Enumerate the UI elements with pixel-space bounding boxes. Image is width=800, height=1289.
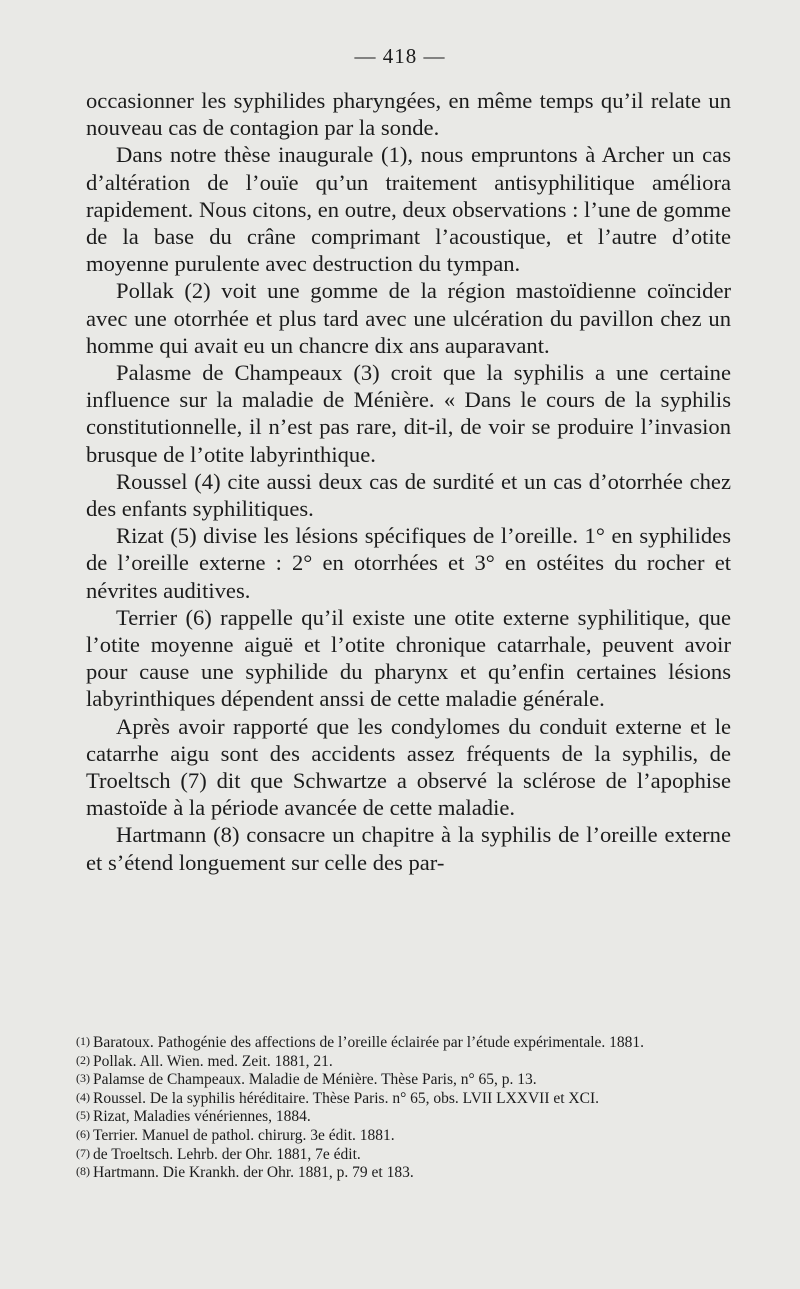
page-number: — 418 — — [354, 44, 446, 68]
footnote-mark: (2) — [76, 1052, 90, 1067]
paragraph: Rizat (5) divise les lésions spécifiques de l’oreille. 1° en syphilides de l’oreille externe : 2° en otorrhées et 3° en ostéites du rocher et névrites auditives. — [86, 523, 731, 603]
paragraph: Terrier (6) rappelle qu’il existe une otite externe syphilitique, que l’otite moyenne aiguë et l’otite chronique catarrhale, peuvent avoir pour cause une syphilide du pharynx et qu’enfin certaines lésions labyrinthiques dépendent anssi de cette maladie générale. — [86, 604, 731, 712]
footnote-text: Terrier. Manuel de pathol. chirurg. 3e édit. 1881. — [93, 1126, 395, 1144]
footnote-text: Rizat, Maladies vénériennes, 1884. — [93, 1108, 311, 1126]
footnote — [76, 1033, 736, 1052]
footnote-mark: (8) — [76, 1164, 90, 1179]
footnote-mark: (1) — [76, 1034, 90, 1048]
footnote-text: Baratoux. Pathogénie des affections de l’oreille éclairée par l’étude expérimentale. 1881. — [93, 1034, 645, 1051]
footnote-text: Palamse de Champeaux. Maladie de Ménière. Thèse Paris, n° 65, p. 13. — [93, 1071, 537, 1089]
footnote-text: de Troeltsch. Lehrb. der Ohr. 1881, 7e édit. — [93, 1145, 361, 1163]
body-text — [86, 87, 731, 876]
footnote-mark: (6) — [76, 1126, 90, 1141]
paragraph: Dans notre thèse inaugurale (1), nous empruntons à Archer un cas d’altération de l’ouïe qu’un traitement antisyphilitique améliora rapidement. Nous citons, en outre, deux observations : l’une de gomme de la base du crâne comprimant l’acoustique, et l’autre d’otite moyenne purulente avec destruction du tympan. — [86, 142, 731, 277]
paragraph: Hartmann (8) consacre un chapitre à la syphilis de l’oreille externe et s’étend longuement sur celle des par- — [86, 822, 731, 875]
footnote-text: Roussel. De la syphilis héréditaire. Thèse Paris. n° 65, obs. LVII LXXVII et XCI. — [93, 1089, 599, 1107]
footnote-mark: (5) — [76, 1108, 90, 1123]
footnote — [76, 1089, 736, 1108]
footnote — [76, 1145, 736, 1164]
footnote — [76, 1163, 736, 1182]
paragraph: occasionner les syphilides pharyngées, en même temps qu’il relate un nouveau cas de contagion par la sonde. — [86, 88, 731, 141]
footnote — [76, 1126, 736, 1145]
footnote-mark: (3) — [76, 1071, 90, 1086]
footnote-text: Pollak. All. Wien. med. Zeit. 1881, 21. — [93, 1052, 333, 1070]
footnote-mark: (4) — [76, 1089, 90, 1104]
paragraph: Après avoir rapporté que les condylomes du conduit externe et le catarrhe aigu sont des accidents assez fréquents de la syphilis, de Troeltsch (7) dit que Schwartze a observé la sclérose de l’apophise mastoïde à la période avancée de cette maladie. — [86, 713, 731, 821]
footnotes — [76, 1033, 736, 1182]
footnote-text: Hartmann. Die Krankh. der Ohr. 1881, p. 79 et 183. — [93, 1164, 414, 1182]
footnote — [76, 1070, 736, 1089]
paragraph: Palasme de Champeaux (3) croit que la syphilis a une certaine influence sur la maladie de Ménière. « Dans le cours de la syphilis constitutionnelle, il n’est pas rare, dit-il, de voir se produire l’invasion brusque de l’otite labyrinthique. — [86, 360, 731, 467]
footnote — [76, 1052, 736, 1071]
footnote-mark: (7) — [76, 1145, 90, 1160]
footnote — [76, 1107, 736, 1126]
paragraph: Pollak (2) voit une gomme de la région mastoïdienne coïncider avec une otorrhée et plus tard avec une ulcération du pavillon chez un homme qui avait eu un chancre dix ans auparavant. — [86, 278, 731, 358]
paragraph: Roussel (4) cite aussi deux cas de surdité et un cas d’otorrhée chez des enfants syphilitiques. — [86, 468, 731, 522]
